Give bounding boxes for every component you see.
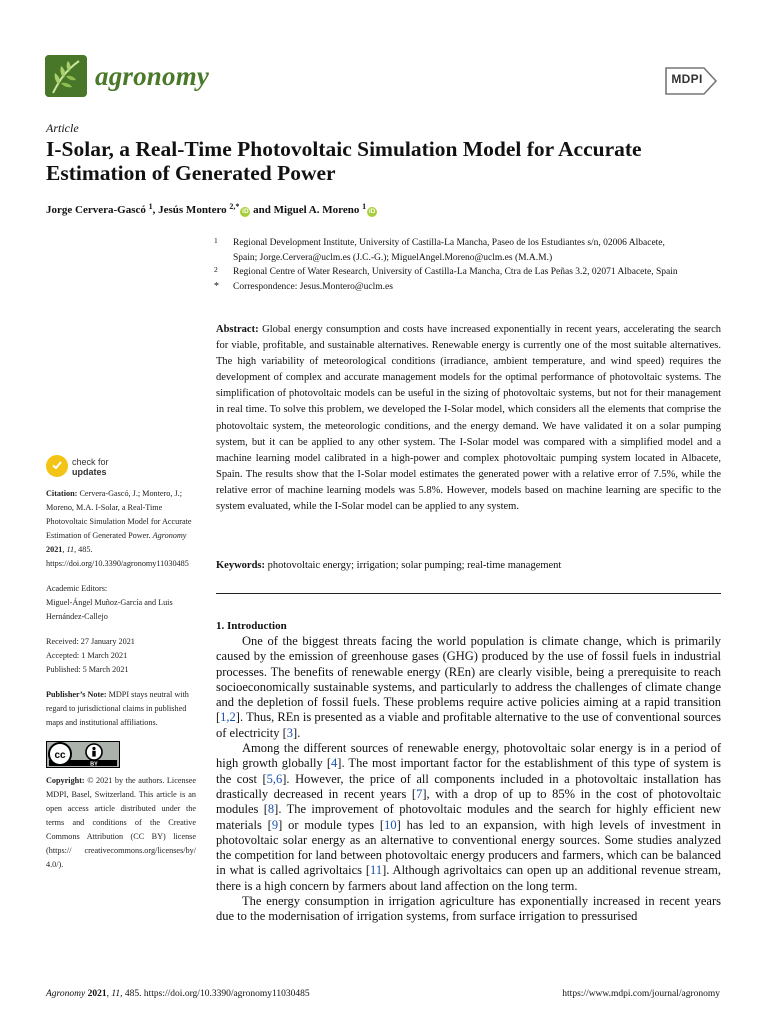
citation-link[interactable]: 4 — [331, 756, 338, 771]
dates-block — [46, 635, 196, 677]
editors-label: Academic Editors: — [46, 584, 108, 593]
orcid-icon[interactable]: iD — [368, 208, 376, 215]
check-updates-label: check for — [72, 457, 109, 467]
citation-link[interactable]: 3 — [286, 725, 294, 740]
cc-by-label: BY — [90, 761, 98, 768]
footer-citation: Agronomy 2021, 11, 485. https://doi.org/10.3390/agronomy11030485 — [46, 989, 310, 999]
citation-doi[interactable]: , 485. https://doi.org/10.3390/agronomy11030485 — [46, 545, 189, 568]
author-affiliation-mark: 1 — [362, 202, 367, 211]
publisher-note — [46, 688, 196, 730]
keywords — [216, 558, 721, 574]
published-date: Published: 5 March 2021 — [46, 665, 129, 674]
citation-link[interactable]: 11 — [370, 863, 383, 878]
paragraph-text: ] or module types [ — [278, 817, 385, 832]
introduction-section — [216, 618, 721, 925]
abstract-text: Global energy consumption and costs have increased exponentially in recent years, accelerating the search for viable, profitable, and sustainable alternatives. Renewable energy is currently one of the most suitable alternatives. The high variability of meteorological conditions (irradiance, ambient temperature, and wind speed) requires the development of complex and accurate management models for the optimal performance of photovoltaic systems. The simplification of photovoltaic models can be useful in the sizing of photovoltaic systems, but not for their management in real time. To solve this problem, we developed the I-Solar model, which considers all the elements that comprise the photovoltaic system, the meteorologic conditions, and the energy demand. We have validated it on a solar pumping system, but it can be applied to any other system. The I-Solar model was compared with a simplified model and a machine learning model calibrated in a high-power and complex photovoltaic pumping system located in Albacete, Spain. The results show that the I-Solar model estimates the generated power with a relative error of 7.5%, while the relative error of machine learning models was 5.8%. However, models based on machine learning are specific to the system evaluated, while the I-Solar model can be applied to any system. — [216, 324, 722, 513]
paragraph-text: The energy consumption in irrigation agriculture has exponentially increased in recent years due to the modernisation of irrigation systems, from surface irrigation to pressurised — [216, 894, 721, 924]
author-name[interactable]: Jorge Cervera-Gascó — [46, 204, 146, 216]
citation-link[interactable]: 1,2 — [220, 710, 236, 725]
check-for-updates-button[interactable] — [46, 455, 156, 481]
citation-block: Citation: Cervera-Gascó, J.; Montero, J.; Moreno, M.A. I-Solar, a Real-Time Photovoltaic Simulation Model for Accurate Estimation of Generated Power. Agronomy 2021, 11, 485. https://doi.org/10.3390/agronomy11030485 — [46, 489, 192, 568]
paragraph-text: ]. The improvement of photovoltaic modules and the search for highly efficient new materials [ — [216, 802, 722, 832]
author-name[interactable]: Jesús Montero — [158, 204, 227, 216]
copyright-text: © 2021 by the authors. Licensee MDPI, Basel, Switzerland. This article is an open access article distributed under the terms and conditions of the Creative Commons Attribution (CC BY) license (https:// creativecommons.org/licenses/by/ 4.0/). — [46, 776, 197, 869]
body-paragraph — [216, 634, 721, 741]
paragraph-text: ] has led to an expansion, with high levels of investment in photovoltaic solar energy as an alternative to conventional energy sources. Some studies analyzed the competition for land between photovoltaic energy producers and farmers, which can be balanced in what is called agrivoltaics [ — [216, 817, 721, 878]
author-name[interactable]: Miguel A. Moreno — [273, 204, 360, 216]
author-separator: , — [152, 204, 159, 216]
citation-link[interactable]: 8 — [267, 802, 275, 817]
affiliations — [214, 236, 684, 294]
keywords-text: photovoltaic energy; irrigation; solar pumping; real-time management — [267, 560, 562, 571]
paragraph-text: ]. However, the price of all components included in a photovoltaic installation has drastically decreased in recent years [ — [216, 771, 721, 801]
affiliation-item — [214, 265, 684, 280]
paragraph-text: ]. The most important factor for the establishment of this type of system is the cost [ — [216, 756, 722, 786]
orcid-icon[interactable]: iD — [242, 208, 249, 215]
citation-link[interactable]: 10 — [384, 817, 397, 832]
author-list — [46, 202, 377, 217]
paragraph-text: One of the biggest threats facing the world population is climate change, which is primarily caused by the emission of greenhouse gases (GHG) produced by the use of fossil fuels in industrial processes. The benefits of renewable energy (REn) are clearly visible, being a prerequisite to reach socioeconomically sustainable systems, and particularly to address the challenges of climate change and the depletion of fossil fuels. These problems require active policies aiming at a rapid transition [ — [216, 634, 721, 725]
affiliation-item — [214, 236, 684, 265]
journal-url-link[interactable]: https://www.mdpi.com/journal/agronomy — [562, 989, 720, 999]
publisher-name: MDPI — [671, 72, 703, 86]
affiliation-text: Regional Development Institute, University of Castilla-La Mancha, Paseo de los Estudiantes s/n, 02006 Albacete, Spain; Jorge.Cervera@uclm.es (J.C.-G.); MiguelAngel.Moreno@uclm.es (M.A.M.) — [233, 238, 665, 263]
journal-name: agronomy — [95, 61, 210, 91]
publisher-note-text: MDPI stays neutral with regard to jurisdictional claims in published maps and institutional affiliations. — [46, 690, 189, 727]
footer-journal: Agronomy — [46, 989, 86, 999]
check-updates-icon — [46, 455, 68, 477]
paragraph-text: ]. Although agrivoltaics can open up an additional revenue stream, there is a high concern by farmers about land affection on the long term. — [216, 863, 721, 893]
body-paragraph — [216, 741, 721, 894]
citation-link[interactable]: 9 — [271, 817, 279, 832]
body-paragraph — [216, 894, 721, 925]
citation-text: Cervera-Gascó, J.; Montero, J.; Moreno, M.A. I-Solar, a Real-Time Photovoltaic Simulation Model for Accurate Estimation of Generated Power. — [46, 489, 192, 540]
citation-year: 2021 — [46, 545, 63, 554]
paper-title: I-Solar, a Real-Time Photovoltaic Simulation Model for Accurate Estimation of Generated Power — [46, 137, 642, 185]
author-affiliation-mark: 2,* — [229, 202, 240, 211]
correspondence-text[interactable]: Correspondence: Jesus.Montero@uclm.es — [233, 281, 393, 292]
affiliation-mark: 2 — [214, 265, 218, 274]
abstract-label: Abstract: — [216, 324, 259, 335]
copyright-label: Copyright: — [46, 776, 85, 785]
abstract — [216, 322, 721, 515]
article-sidebar — [46, 487, 196, 883]
citation-journal: Agronomy — [152, 531, 187, 540]
paragraph-text: Among the different sources of renewable energy, photovoltaic solar energy is in a period of high growth globally [ — [216, 741, 721, 771]
footer-year: 2021 — [87, 989, 107, 999]
citation-link[interactable]: 5,6 — [266, 771, 283, 786]
check-updates-label-bold: updates — [72, 467, 107, 477]
editors-names: Miguel-Ángel Muñoz-García and Luis Hernández-Callejo — [46, 598, 173, 621]
received-date: Received: 27 January 2021 — [46, 637, 135, 646]
accepted-date: Accepted: 1 March 2021 — [46, 651, 128, 660]
copyright-block — [46, 774, 196, 872]
affiliation-text: Regional Centre of Water Research, University of Castilla-La Mancha, Ctra de Las Peñas 3.2, 02071 Albacete, Spain — [233, 267, 678, 277]
cc-by-license-icon[interactable] — [46, 741, 120, 768]
footer-doi[interactable]: , 485. https://doi.org/10.3390/agronomy11030485 — [120, 989, 310, 999]
editors-block — [46, 582, 196, 624]
svg-text:cc: cc — [54, 750, 66, 761]
publisher-note-label: Publisher’s Note: — [46, 690, 107, 699]
section-divider — [216, 593, 721, 594]
affiliation-mark: 1 — [214, 236, 218, 245]
affiliation-mark: * — [214, 280, 219, 292]
article-type: Article — [46, 121, 79, 135]
citation-link[interactable]: 7 — [416, 786, 423, 801]
paragraph-text: ]. — [293, 725, 301, 740]
footer-volume: 11 — [111, 989, 121, 999]
section-heading: 1. Introduction — [216, 620, 287, 632]
paragraph-text: ]. Thus, REn is presented as a viable and profitable alternative to the use of conventional sources of electricity [ — [216, 710, 721, 740]
paragraph-text: ], with a drop of up to 85% in the cost of photovoltaic modules [ — [216, 786, 721, 817]
author-separator: and — [250, 204, 274, 216]
citation-volume: 11 — [66, 545, 75, 554]
correspondence — [214, 280, 684, 295]
keywords-label: Keywords: — [216, 560, 265, 571]
author-affiliation-mark: 1 — [148, 202, 153, 211]
citation-label: Citation: — [46, 489, 78, 498]
journal-logo — [45, 55, 87, 97]
